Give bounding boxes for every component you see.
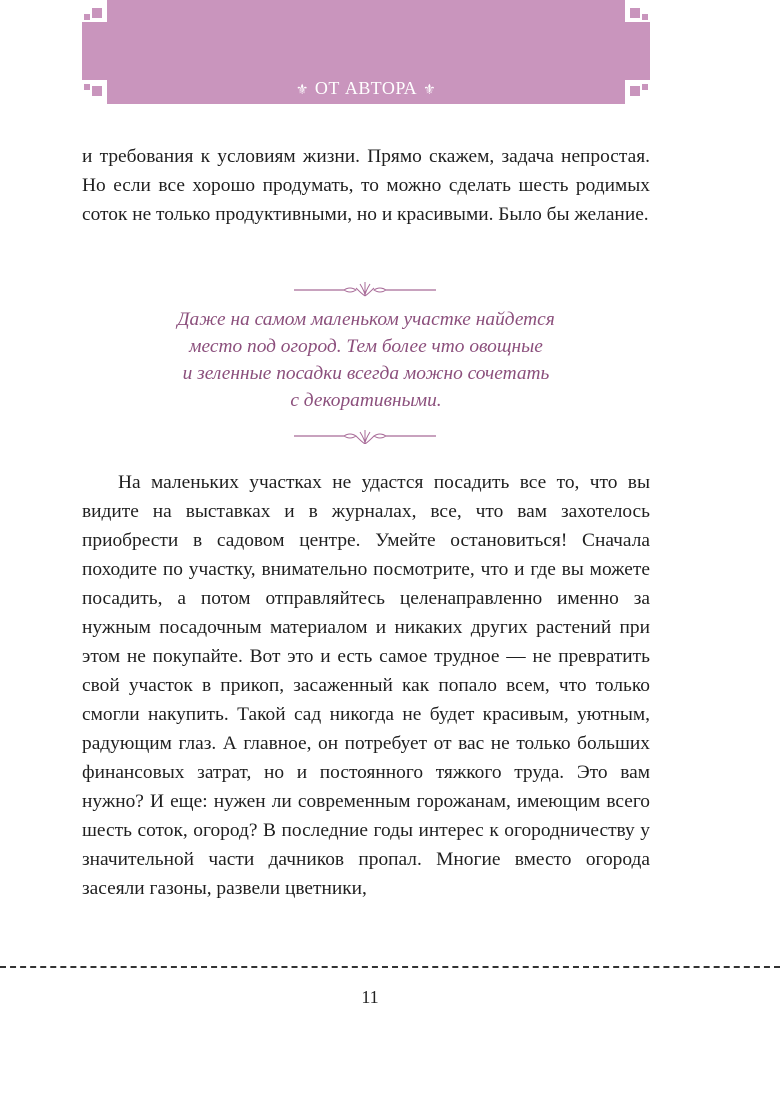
corner-notch	[92, 8, 102, 18]
quote-line: место под огород. Тем более что овощные	[189, 336, 543, 357]
chapter-title	[82, 78, 650, 99]
paragraph-intro: и требования к условиям жизни. Прямо скажем, задача непростая. Но если все хорошо продумать, то можно сделать шесть родимых соток не только продуктивными, но и красивыми. Было бы желание.	[82, 146, 650, 225]
corner-notch	[630, 8, 640, 18]
page-separator	[0, 966, 780, 968]
fleur-right-icon: ⚜	[423, 83, 437, 98]
chapter-title-text: ОТ АВТОРА	[314, 78, 418, 98]
ornament-divider-top-icon	[292, 282, 438, 298]
corner-notch	[642, 14, 648, 20]
ornament-divider-bottom-icon	[292, 428, 438, 444]
paragraph-main: На маленьких участках не удастся посадить все то, что вы видите на выставках и в журналах, все, что вам захотелось приобрести в садовом центре. Умейте остановиться! Сначала походите по участку, внимательно посмотрите, что и где вы можете посадить, а потом отправляйтесь целенаправленно именно за нужным посадочным материалом и никаких других растений при этом не покупайте. Вот это и есть самое трудное — не превратить свой участок в прикоп, засаженный как попало всем, что только смогли накупить. Такой сад никогда не будет красивым, уютным, радующим глаз. А главное, он потребует от вас не только больших финансовых затрат, но и постоянного тяжкого труда. Это вам нужно? И еще: нужен ли современным горожанам, имеющим всего шесть соток, огород? В последние годы интерес к огородничеству у значительной части дачников пропал. Многие вместо огорода засеяли газоны, развели цветники,	[82, 472, 650, 899]
corner-notch	[84, 14, 90, 20]
quote-line: и зеленные посадки всегда можно сочетать	[182, 363, 550, 384]
pull-quote	[82, 306, 650, 414]
chapter-header	[82, 0, 650, 104]
quote-line: Даже на самом маленьком участке найдется	[177, 309, 555, 330]
page-number: 11	[361, 987, 379, 1007]
quote-line: с декоративными.	[290, 390, 442, 411]
fleur-left-icon: ⚜	[295, 83, 309, 98]
header-wide-band	[82, 22, 650, 80]
